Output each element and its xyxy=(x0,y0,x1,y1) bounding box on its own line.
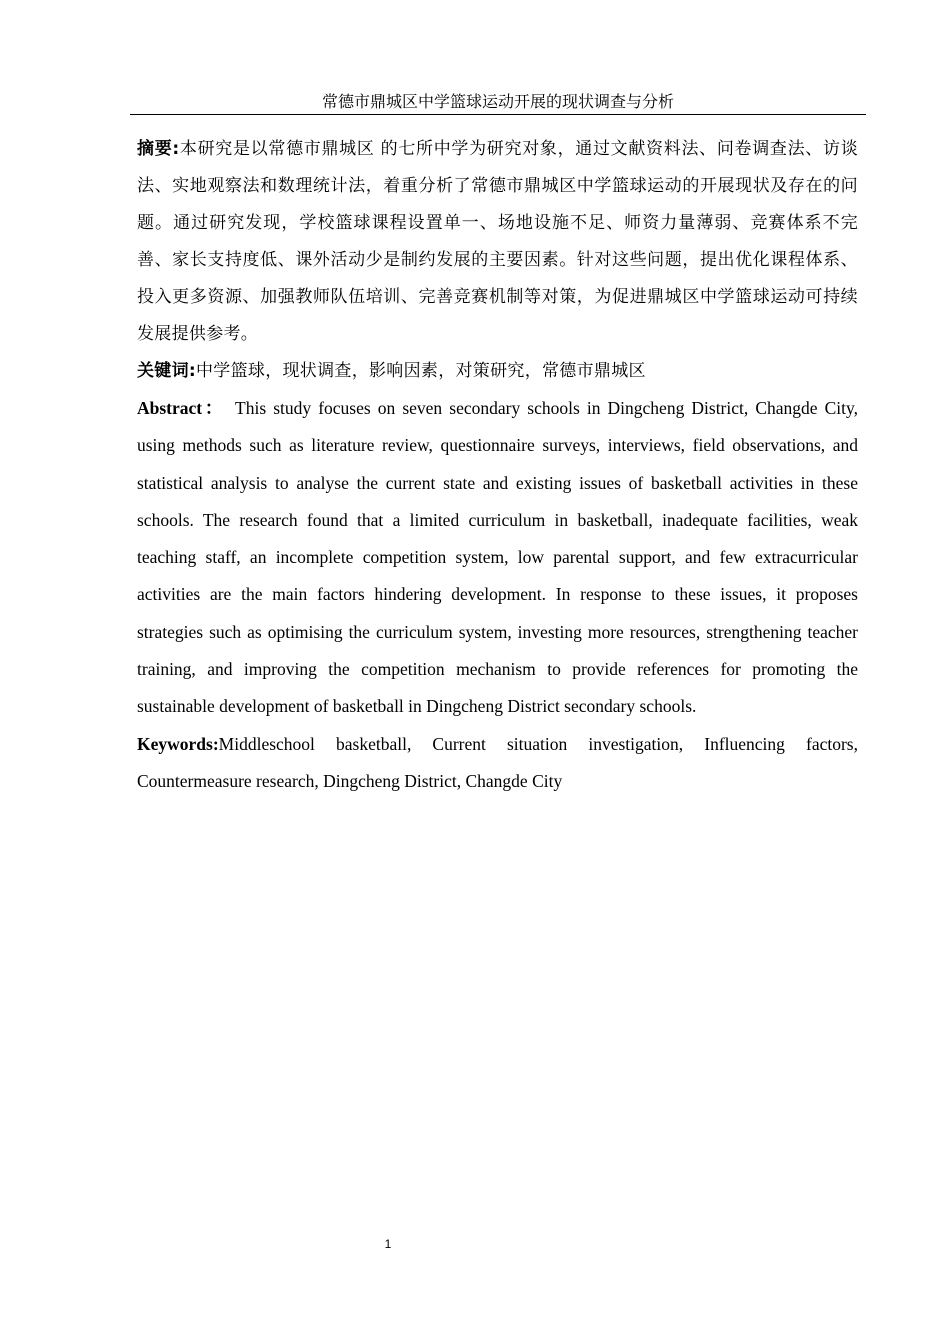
keywords-en-label: Keywords: xyxy=(137,733,219,754)
keywords-zh-paragraph xyxy=(137,353,858,390)
keywords-zh-text: 中学篮球，现状调查，影响因素，对策研究，常德市鼎城区 xyxy=(196,361,646,381)
abstract-zh-label: 摘要: xyxy=(137,139,180,159)
page-number: 1 xyxy=(384,1237,392,1251)
abstract-zh-text: 本研究是以常德市鼎城区 的七所中学为研究对象，通过文献资料法、问卷调查法、访谈法、实地观察法和数理统计法，着重分析了常德市鼎城区中学篮球运动的开展现状及存在的问题。通过研究发现，学校篮球课程设置单一、场地设施不足、师资力量薄弱、竞赛体系不完善、家长支持度低、课外活动少是制约发展的主要因素。针对这些问题，提出优化课程体系、投入更多资源、加强教师队伍培训、完善竞赛机制等对策，为促进鼎城区中学篮球运动可持续发展提供参考。 xyxy=(137,139,858,344)
running-header xyxy=(130,92,866,115)
keywords-zh-label: 关键词: xyxy=(137,361,196,381)
abstract-zh-paragraph xyxy=(137,131,858,353)
abstract-en-label: Abstract： xyxy=(137,398,226,418)
keywords-en-paragraph xyxy=(137,726,858,801)
abstract-en-paragraph xyxy=(137,390,858,726)
keywords-en-text: Middleschool basketball, Current situation investigation, Influencing factors, Countermeasure research, Dingcheng District, Changde City xyxy=(137,733,858,791)
page-content xyxy=(137,131,858,800)
abstract-en-text: This study focuses on seven secondary schools in Dingcheng District, Changde City, using methods such as literature review, questionnaire surveys, interviews, field observations, and statistical analysis to analyse the current state and existing issues of basketball activities in these schools. The research found that a limited curriculum in basketball, inadequate facilities, weak teaching staff, an incomplete competition system, low parental support, and few extracurricular activities are the main factors hindering development. In response to these issues, it proposes strategies such as optimising the curriculum system, investing more resources, strengthening teacher training, and improving the competition mechanism to provide references for promoting the sustainable development of basketball in Dingcheng District secondary schools. xyxy=(137,398,858,717)
document-title: 常德市鼎城区中学篮球运动开展的现状调查与分析 xyxy=(321,92,674,111)
